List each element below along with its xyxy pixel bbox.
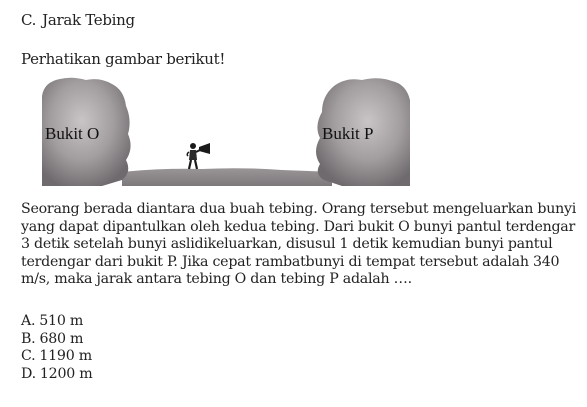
option-text: 1190 m [39,348,92,365]
option-text: 1200 m [39,365,93,382]
section-heading [21,11,135,29]
option-letter: C. [21,348,36,365]
option-letter: A. [21,313,36,329]
section-letter: C. [21,11,37,29]
instruction-text: Perhatikan gambar berikut! [21,50,226,68]
option-d[interactable] [21,366,92,384]
valley-ground [122,168,332,186]
option-letter: B. [21,330,36,347]
option-c[interactable] [21,348,92,366]
option-text: 510 m [39,313,84,329]
hill-p-label: Bukit P [322,124,374,143]
section-title: Jarak Tebing [42,11,135,29]
option-a[interactable] [21,313,92,331]
option-letter: D. [21,365,36,382]
answer-options [21,313,92,383]
question-text: Seorang berada diantara dua buah tebing. Orang tersebut mengeluarkan bunyi yang dapat dipantulkan oleh kedua tebing. Dari bukit O bunyi pantul terdengar 3 detik setelah bunyi aslidikeluarkan, disusul 1 detik kemudian bunyi pantul terdengar dari bukit P. Jika cepat rambatbunyi di tempat tersebut adalah 340 m/s, maka jarak antara tebing O dan tebing P adalah …. [21,201,577,288]
option-b[interactable] [21,331,92,349]
hill-o-label: Bukit O [45,124,100,143]
cliff-illustration [42,76,410,186]
person-with-megaphone-icon [187,143,210,169]
option-text: 680 m [39,330,84,347]
